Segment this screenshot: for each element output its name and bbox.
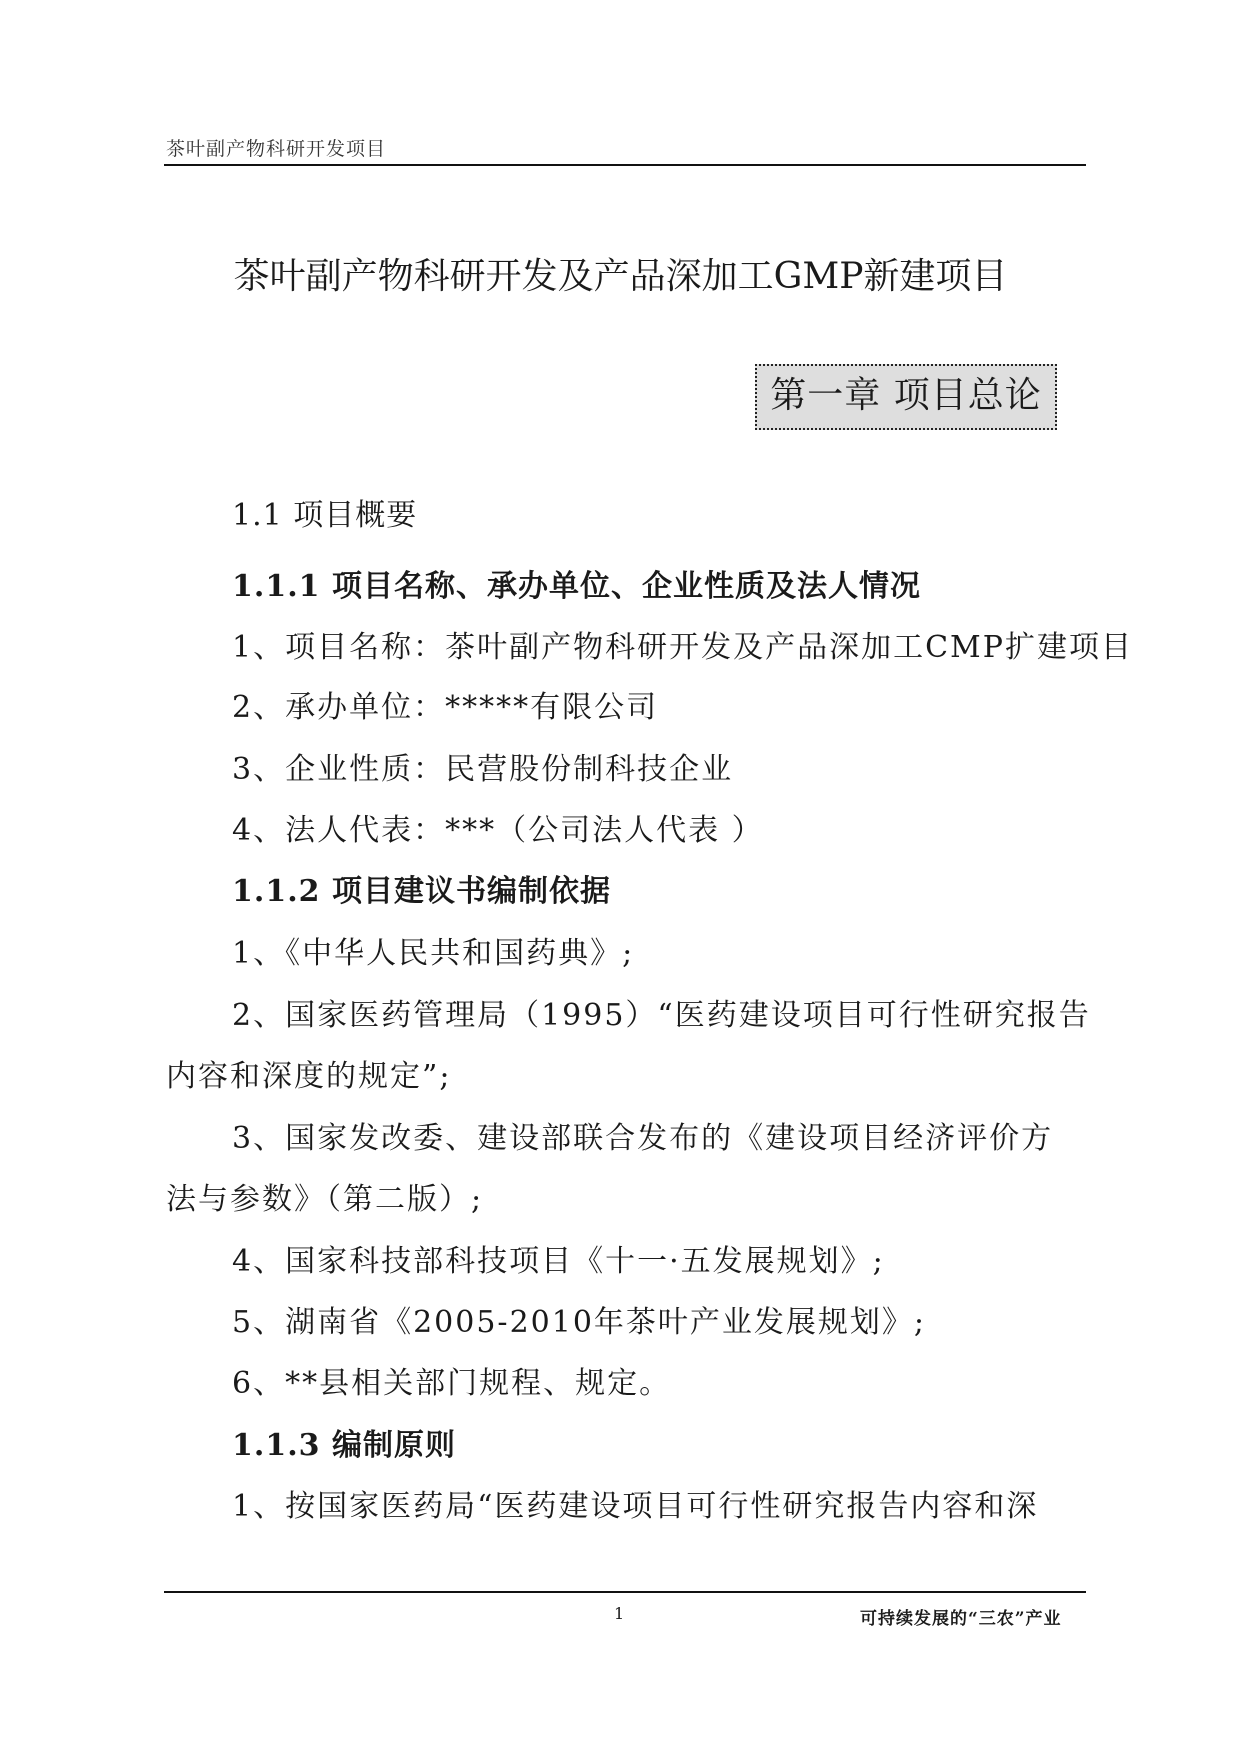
paragraph-line: 4、法人代表：***（公司法人代表 ） (232, 813, 764, 848)
paragraph-line: 法与参数》（第二版）; (166, 1182, 484, 1217)
paragraph-line: 2、国家医药管理局（1995）“医药建设项目可行性研究报告 (232, 998, 1091, 1033)
chapter-heading: 第一章 项目总论 (770, 375, 1042, 416)
footer-slogan: 可持续发展的“三农”产业 (860, 1609, 1062, 1629)
subsection-heading-1-1-2: 1.1.2 项目建议书编制依据 (232, 874, 611, 909)
paragraph-line: 3、国家发改委、建设部联合发布的《建设项目经济评价方 (232, 1121, 1054, 1156)
paragraph-line: 1、按国家医药局“医药建设项目可行性研究报告内容和深 (232, 1489, 1039, 1524)
section-heading-1-1: 1.1 项目概要 (232, 498, 418, 533)
footer-rule (164, 1591, 1086, 1593)
header-rule (164, 164, 1086, 166)
chapter-heading-box (755, 364, 1057, 430)
subsection-heading-1-1-1: 1.1.1 项目名称、承办单位、企业性质及法人情况 (232, 569, 921, 604)
paragraph-line: 1、项目名称：茶叶副产物科研开发及产品深加工CMP扩建项目 (232, 630, 1133, 665)
paragraph-line: 内容和深度的规定”; (166, 1059, 452, 1094)
paragraph-line: 5、湖南省《2005-2010年茶叶产业发展规划》; (232, 1305, 927, 1340)
document-title: 茶叶副产物科研开发及产品深加工GMP新建项目 (233, 256, 1008, 297)
paragraph-line: 2、承办单位：*****有限公司 (232, 690, 659, 725)
paragraph-line: 3、企业性质：民营股份制科技企业 (232, 752, 734, 787)
subsection-heading-1-1-3: 1.1.3 编制原则 (232, 1428, 456, 1463)
running-header: 茶叶副产物科研开发项目 (166, 138, 387, 160)
paragraph-line: 4、国家科技部科技项目《十一·五发展规划》; (232, 1244, 885, 1279)
page-number: 1 (614, 1604, 625, 1623)
paragraph-line: 6、**县相关部门规程、规定。 (232, 1366, 672, 1401)
paragraph-line: 1、《中华人民共和国药典》; (232, 936, 635, 971)
